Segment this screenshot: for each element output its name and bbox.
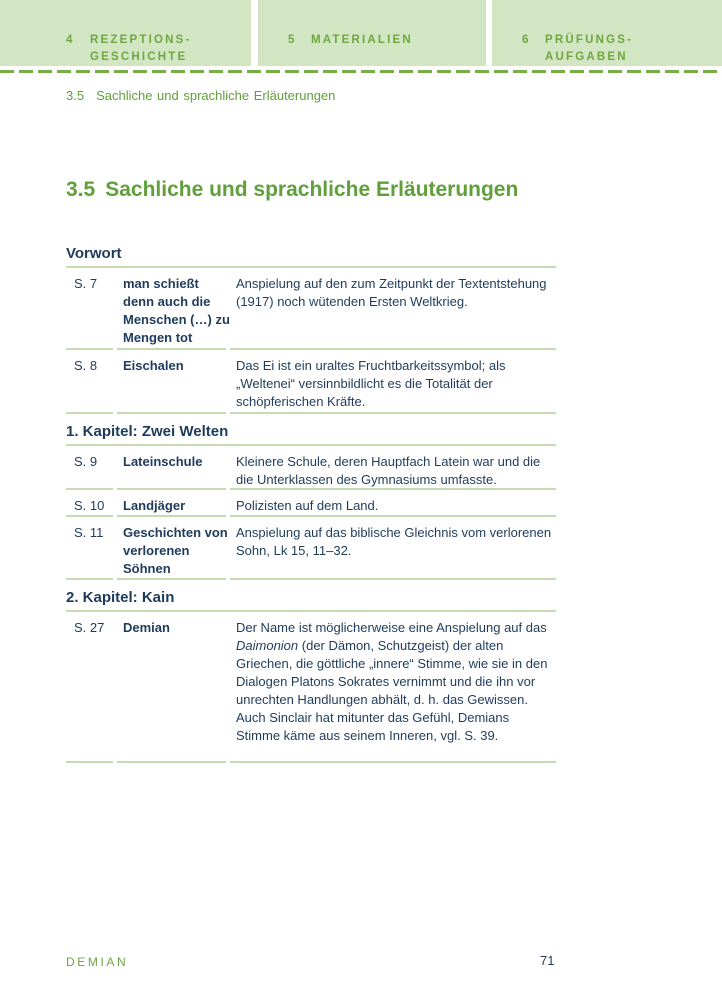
explanation <box>236 619 556 745</box>
tab-label: REZEPTIONS- GESCHICHTE <box>90 34 192 63</box>
table-row <box>66 446 556 490</box>
tab-label: MATERIALIEN <box>311 34 413 46</box>
tab-rezeptionsgeschichte[interactable] <box>0 0 251 66</box>
explanation: Kleinere Schule, deren Hauptfach Latein war und die die Unterklassen des Gymnasiums umfasste. <box>236 454 541 487</box>
tab-number: 6 <box>522 34 531 46</box>
running-header <box>66 88 335 103</box>
term: man schießt denn auch die Menschen (…) zu Mengen tot <box>123 276 230 345</box>
section-title-text: Sachliche und sprachliche Erläuterungen <box>105 178 519 201</box>
explanation: Anspielung auf das biblische Gleichnis vom verlorenen Sohn, Lk 15, 11–32. <box>236 525 552 558</box>
tab-number: 5 <box>288 34 297 46</box>
page-ref: S. 11 <box>74 525 104 540</box>
chapter-heading: 2. Kapitel: Kain <box>66 580 556 612</box>
italic-term: Daimonion <box>236 638 299 653</box>
term: Lateinschule <box>123 454 203 469</box>
table-row <box>66 350 556 414</box>
dashed-divider <box>0 70 722 73</box>
term: Eischalen <box>123 358 184 373</box>
section-number: 3.5 <box>66 178 96 201</box>
page-ref: S. 27 <box>74 620 105 635</box>
term: Demian <box>123 620 170 635</box>
tab-number: 4 <box>66 34 75 46</box>
tab-materialien[interactable] <box>258 0 486 66</box>
tab-label: PRÜFUNGS- AUFGABEN <box>545 34 634 63</box>
page-ref: S. 8 <box>74 358 98 373</box>
explanation: Polizisten auf dem Land. <box>236 498 379 513</box>
table-row <box>66 612 556 763</box>
section-title <box>66 178 518 202</box>
running-header-number: 3.5 <box>66 88 85 103</box>
table-row <box>66 268 556 350</box>
term: Geschichten von verlorenen Söhnen <box>123 525 228 576</box>
footer-book-title: DEMIAN <box>66 955 129 969</box>
table-row <box>66 517 556 580</box>
explanation: Anspielung auf den zum Zeitpunkt der Textentstehung (1917) noch wütenden Ersten Weltkrieg. <box>236 276 547 309</box>
page-ref: S. 7 <box>74 276 98 291</box>
page-ref: S. 9 <box>74 454 98 469</box>
explanation-text: Der Name ist möglicherweise eine Anspielung auf das <box>236 620 547 635</box>
page-number: 71 <box>540 953 555 968</box>
chapter-heading: Vorwort <box>66 236 556 268</box>
chapter-heading: 1. Kapitel: Zwei Welten <box>66 414 556 446</box>
page-ref: S. 10 <box>74 498 105 513</box>
explanation: Das Ei ist ein uraltes Fruchtbarkeitssymbol; als „Weltenei“ versinnbildlicht es die Totalität der schöpferischen Kräfte. <box>236 358 506 409</box>
term: Landjäger <box>123 498 186 513</box>
glossary <box>66 236 556 763</box>
chapter-tabs <box>0 0 722 66</box>
running-header-title: Sachliche und sprachliche Erläuterungen <box>96 88 336 103</box>
table-row <box>66 490 556 517</box>
tab-pruefungsaufgaben[interactable] <box>492 0 722 66</box>
explanation-text: (der Dämon, Schutzgeist) der alten Griechen, die göttliche „innere“ Stimme, wie sie in den Dialogen Platons Sokrates vernimmt und die ihn vor unrechten Handlungen abhält, d. h. das Gewissen. Auch Sinclair hat mitunter das Gefühl, Demians Stimme käme aus seinem Inneren, vgl. S. 39. <box>236 638 548 743</box>
